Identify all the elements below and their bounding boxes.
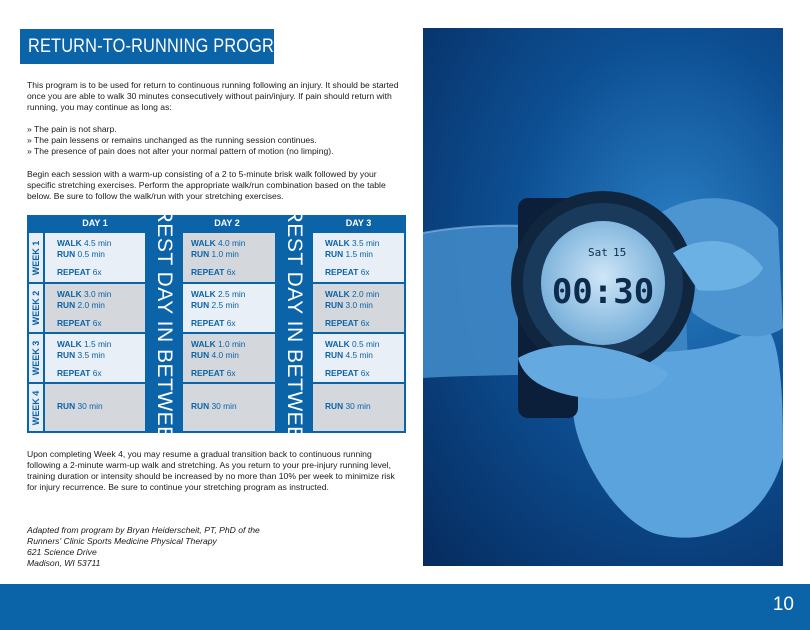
cell-line bbox=[325, 368, 370, 378]
cell-line bbox=[57, 368, 102, 378]
cell-label: RUN bbox=[325, 300, 344, 310]
rest-day-label: REST DAY IN BETWEEN bbox=[283, 207, 306, 457]
schedule-cell bbox=[45, 284, 145, 332]
cell-line bbox=[57, 339, 111, 349]
page-title: RETURN-TO-RUNNING PROGRAM bbox=[28, 36, 299, 57]
cell-value: 6x bbox=[92, 267, 102, 277]
cell-label: RUN bbox=[57, 350, 76, 360]
cell-label: REPEAT bbox=[325, 267, 359, 277]
schedule-cell bbox=[313, 284, 404, 332]
schedule-cell bbox=[179, 334, 275, 382]
week-label-text: WEEK 1 bbox=[31, 240, 41, 275]
cell-line bbox=[191, 300, 239, 310]
credit-line: Adapted from program by Bryan Heiderscheit, PT, PhD of the bbox=[27, 525, 260, 535]
cell-line bbox=[325, 249, 373, 259]
cell-label: RUN bbox=[191, 249, 210, 259]
cell-value: 2.5 min bbox=[211, 300, 239, 310]
cell-value: 4.5 min bbox=[83, 238, 112, 248]
schedule-cell bbox=[179, 284, 275, 332]
cell-label: REPEAT bbox=[191, 368, 225, 378]
cell-value: 6x bbox=[226, 318, 236, 328]
cell-line bbox=[57, 249, 105, 259]
watch-date: 15 bbox=[613, 246, 627, 259]
cell-value: 4.0 min bbox=[211, 350, 239, 360]
schedule-cell bbox=[313, 384, 404, 431]
cell-label: WALK bbox=[325, 289, 350, 299]
week-label-text: WEEK 3 bbox=[31, 340, 41, 376]
cell-line bbox=[191, 267, 236, 277]
schedule-cell bbox=[179, 233, 275, 282]
condition-item: » The pain is not sharp. bbox=[27, 124, 117, 134]
cell-line bbox=[191, 350, 239, 360]
cell-label: RUN bbox=[57, 401, 76, 411]
runner-watch-photo bbox=[423, 28, 783, 566]
cell-label: RUN bbox=[191, 300, 210, 310]
day-header: DAY 1 bbox=[82, 218, 108, 228]
cell-line bbox=[191, 339, 245, 349]
schedule-cell bbox=[313, 334, 404, 382]
cell-label: REPEAT bbox=[325, 318, 359, 328]
walk-run-table bbox=[27, 207, 406, 457]
rest-day-column bbox=[275, 207, 313, 457]
cell-value: 30 min bbox=[211, 401, 237, 411]
cell-label: RUN bbox=[191, 350, 210, 360]
cell-line bbox=[57, 350, 105, 360]
cell-line bbox=[325, 401, 371, 411]
week-label bbox=[29, 233, 43, 282]
credit-line: Runners' Clinic Sports Medicine Physical Therapy bbox=[27, 535, 217, 546]
credit-block bbox=[27, 525, 405, 569]
cell-label: REPEAT bbox=[191, 318, 225, 328]
cell-value: 3.0 min bbox=[83, 289, 112, 299]
week-label-text: WEEK 4 bbox=[31, 390, 41, 425]
cell-line bbox=[325, 318, 370, 328]
cell-line bbox=[57, 238, 111, 248]
schedule-cell bbox=[179, 384, 275, 431]
cell-value: 30 min bbox=[345, 401, 371, 411]
day-header: DAY 2 bbox=[214, 218, 240, 228]
cell-label: RUN bbox=[325, 249, 344, 259]
cell-line bbox=[191, 238, 245, 248]
cell-label: REPEAT bbox=[57, 267, 91, 277]
cell-value: 4.5 min bbox=[345, 350, 373, 360]
cell-label: RUN bbox=[191, 401, 210, 411]
intro-paragraph: This program is to be used for return to continuous running following an injury. It should be started once you are able to walk 30 minutes consecutively without pain/injury. If pain should return with running, you may continue as long as: bbox=[27, 80, 399, 112]
cell-label: REPEAT bbox=[57, 368, 91, 378]
cell-value: 30 min bbox=[77, 401, 103, 411]
rest-day-column bbox=[145, 207, 183, 457]
cell-label: RUN bbox=[325, 401, 344, 411]
cell-value: 6x bbox=[92, 368, 102, 378]
cell-value: 3.0 min bbox=[345, 300, 373, 310]
cell-line bbox=[325, 267, 370, 277]
page-footer bbox=[0, 584, 810, 630]
watch-illustration bbox=[423, 28, 783, 566]
watch-time: 00:30 bbox=[551, 272, 655, 312]
cell-line bbox=[57, 289, 111, 299]
cell-line bbox=[325, 350, 373, 360]
credit-line: 621 Science Drive bbox=[27, 546, 97, 557]
cell-value: 6x bbox=[92, 318, 102, 328]
cell-line bbox=[191, 318, 236, 328]
week-label bbox=[29, 384, 43, 431]
cell-label: WALK bbox=[325, 339, 350, 349]
cell-line bbox=[325, 289, 379, 299]
cell-label: REPEAT bbox=[57, 318, 91, 328]
cell-line bbox=[191, 249, 239, 259]
cell-line bbox=[57, 267, 102, 277]
completion-paragraph: Upon completing Week 4, you may resume a gradual transition back to continuous running following a 2-minute warm-up walk and stretching. As you return to your pre-injury running level, training duration or intensity should be increased by no more than 10% per week to minimize risk for injury recurrence. Be sure to continue your stretching program as instructed. bbox=[27, 449, 395, 492]
cell-value: 2.0 min bbox=[77, 300, 105, 310]
cell-line bbox=[325, 339, 379, 349]
cell-value: 3.5 min bbox=[77, 350, 105, 360]
cell-label: RUN bbox=[57, 249, 76, 259]
cell-line bbox=[325, 238, 379, 248]
cell-value: 6x bbox=[360, 318, 370, 328]
schedule-cell bbox=[313, 233, 404, 282]
cell-label: WALK bbox=[191, 289, 216, 299]
cell-value: 0.5 min bbox=[351, 339, 380, 349]
cell-line bbox=[57, 318, 102, 328]
cell-line bbox=[57, 401, 103, 411]
schedule-cell bbox=[45, 233, 145, 282]
cell-label: REPEAT bbox=[191, 267, 225, 277]
cell-value: 1.5 min bbox=[345, 249, 373, 259]
cell-label: RUN bbox=[57, 300, 76, 310]
cell-label: RUN bbox=[325, 350, 344, 360]
cell-line bbox=[57, 300, 105, 310]
cell-label: REPEAT bbox=[325, 368, 359, 378]
cell-value: 0.5 min bbox=[77, 249, 105, 259]
cell-label: WALK bbox=[191, 339, 216, 349]
rest-day-label: REST DAY IN BETWEEN bbox=[153, 207, 176, 457]
schedule-cell bbox=[45, 334, 145, 382]
cell-label: WALK bbox=[57, 289, 82, 299]
cell-value: 1.0 min bbox=[217, 339, 246, 349]
cell-value: 3.5 min bbox=[351, 238, 380, 248]
warmup-paragraph: Begin each session with a warm-up consisting of a 2 to 5-minute brisk walk followed by your specific stretching exercises. Perform the appropriate walk/run combination based on the table below. Be sure to follow the walk/run with your stretching exercises. bbox=[27, 169, 386, 201]
watch-day: Sat bbox=[588, 246, 608, 259]
cell-value: 6x bbox=[360, 267, 370, 277]
week-label-text: WEEK 2 bbox=[31, 290, 41, 326]
cell-value: 4.0 min bbox=[217, 238, 246, 248]
cell-label: WALK bbox=[191, 238, 216, 248]
cell-line bbox=[191, 401, 237, 411]
week-label bbox=[29, 334, 43, 382]
condition-list bbox=[27, 124, 405, 157]
cell-label: WALK bbox=[57, 339, 82, 349]
cell-label: WALK bbox=[325, 238, 350, 248]
cell-line bbox=[325, 300, 373, 310]
cell-value: 1.5 min bbox=[83, 339, 112, 349]
cell-value: 6x bbox=[226, 368, 236, 378]
cell-value: 2.0 min bbox=[351, 289, 380, 299]
page-number: 10 bbox=[772, 594, 794, 615]
cell-value: 1.0 min bbox=[211, 249, 239, 259]
condition-item: » The pain lessens or remains unchanged as the running session continues. bbox=[27, 134, 317, 145]
week-label bbox=[29, 284, 43, 332]
credit-line: Madison, WI 53711 bbox=[27, 557, 101, 568]
cell-value: 2.5 min bbox=[217, 289, 246, 299]
cell-line bbox=[191, 289, 245, 299]
schedule-cell bbox=[45, 384, 145, 431]
cell-value: 6x bbox=[360, 368, 370, 378]
condition-item: » The presence of pain does not alter your normal pattern of motion (no limping). bbox=[27, 145, 334, 156]
title-banner bbox=[20, 29, 299, 64]
cell-value: 6x bbox=[226, 267, 236, 277]
cell-label: WALK bbox=[57, 238, 82, 248]
day-header: DAY 3 bbox=[345, 218, 372, 228]
cell-line bbox=[191, 368, 236, 378]
